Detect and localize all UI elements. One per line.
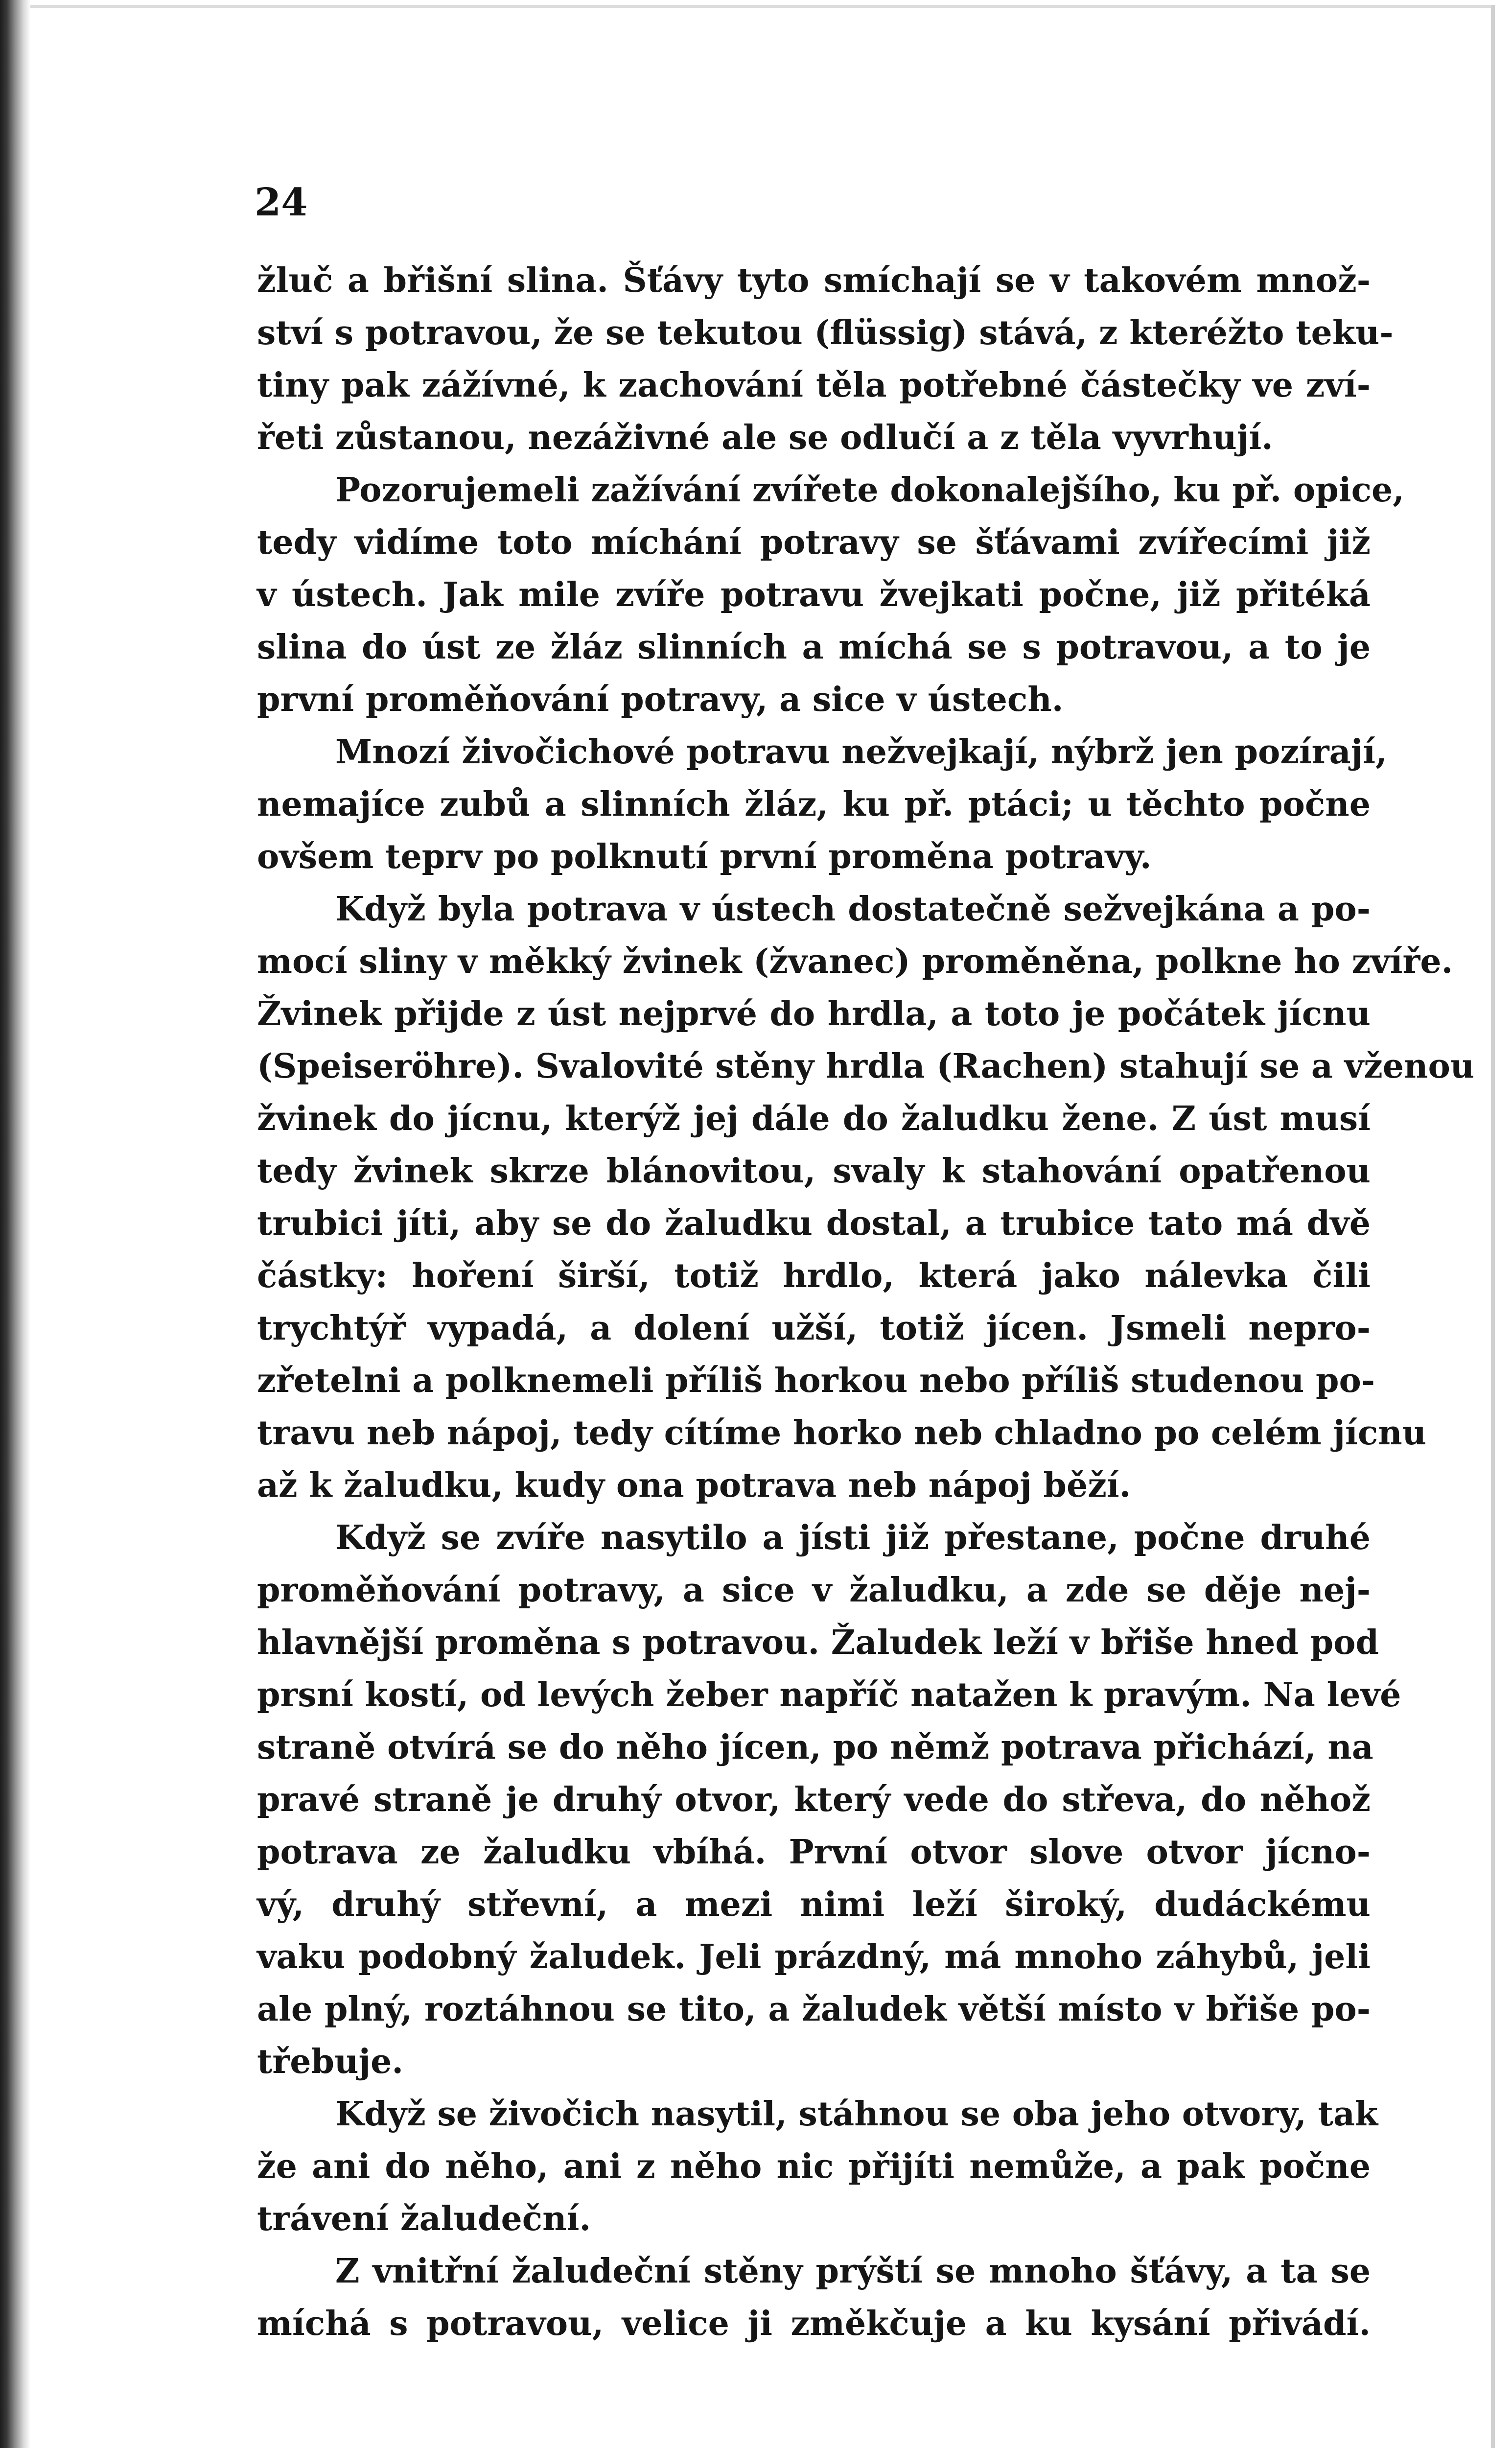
text-line: trubici jíti, aby se do žaludku dostal, a trubice tato má dvě <box>257 1204 1371 1243</box>
text-line: Když se živočich nasytil, stáhnou se oba jeho otvory, tak <box>335 2095 1378 2134</box>
text-line: Pozorujemeli zažívání zvířete dokonalejšího, ku př. opice, <box>335 471 1404 510</box>
text-line: tedy vidíme toto míchání potravy se šťávami zvířecími již <box>257 523 1371 562</box>
text-line: první proměňování potravy, a sice v ústech. <box>257 680 1064 719</box>
text-line: částky: hoření širší, totiž hrdlo, která jako nálevka čili <box>257 1256 1371 1295</box>
page-number: 24 <box>255 180 308 225</box>
text-line: potrava ze žaludku vbíhá. První otvor slove otvor jícno- <box>257 1833 1371 1872</box>
text-line: ale plný, roztáhnou se tito, a žaludek větší místo v břiše po- <box>257 1990 1371 2029</box>
text-line: míchá s potravou, velice ji změkčuje a ku kysání přivádí. <box>257 2304 1371 2343</box>
text-line: travu neb nápoj, tedy cítíme horko neb chladno po celém jícnu <box>257 1413 1427 1453</box>
text-line: Když se zvíře nasytilo a jísti již přestane, počne druhé <box>335 1518 1371 1557</box>
text-line: tiny pak zážívné, k zachování těla potřebné částečky ve zví- <box>257 366 1371 405</box>
text-line: straně otvírá se do něho jícen, po němž potrava přichází, na <box>257 1728 1373 1767</box>
text-line: trychtýř vypadá, a dolení užší, totiž jícen. Jsmeli nepro- <box>257 1309 1371 1348</box>
page-border-right <box>1491 5 1495 2448</box>
text-line: Z vnitřní žaludeční stěny prýští se mnoho šťávy, a ta se <box>335 2252 1371 2291</box>
text-line: trávení žaludeční. <box>257 2199 591 2238</box>
text-line: Když byla potrava v ústech dostatečně sežvejkána a po- <box>335 890 1371 929</box>
text-line: vaku podobný žaludek. Jeli prázdný, má mnoho záhybů, jeli <box>257 1937 1371 1977</box>
text-line: tedy žvinek skrze blánovitou, svaly k stahování opatřenou <box>257 1152 1371 1191</box>
text-line: ství s potravou, že se tekutou (flüssig) stává, z kteréžto teku- <box>257 313 1394 353</box>
text-line: žvinek do jícnu, kterýž jej dále do žaludku žene. Z úst musí <box>257 1099 1371 1138</box>
text-line: Žvinek přijde z úst nejprvé do hrdla, a toto je počátek jícnu <box>257 994 1371 1034</box>
text-line: v ústech. Jak mile zvíře potravu žvejkati počne, již přitéká <box>257 575 1371 614</box>
text-line: že ani do něho, ani z něho nic přijíti nemůže, a pak počne <box>257 2147 1371 2186</box>
text-line: Mnozí živočichové potravu nežvejkají, nýbrž jen pozírají, <box>335 732 1387 772</box>
page-binding-edge <box>0 0 30 2448</box>
text-line: žluč a břišní slina. Šťávy tyto smíchají se v takovém množ- <box>257 261 1371 300</box>
text-line: prsní kostí, od levých žeber napříč natažen k pravým. Na levé <box>257 1675 1401 1715</box>
text-line: proměňování potravy, a sice v žaludku, a zde se děje nej- <box>257 1571 1371 1610</box>
text-line: mocí sliny v měkký žvinek (žvanec) proměněna, polkne ho zvíře. <box>257 942 1453 981</box>
text-line: řeti zůstanou, nezáživné ale se odlučí a z těla vyvrhují. <box>257 418 1273 457</box>
body-text <box>257 255 1475 2350</box>
text-line: pravé straně je druhý otvor, který vede do střeva, do něhož <box>257 1780 1371 1819</box>
text-line: třebuje. <box>257 2042 404 2081</box>
text-line: slina do úst ze žláz slinních a míchá se s potravou, a to je <box>257 628 1371 667</box>
text-line: (Speiseröhre). Svalovité stěny hrdla (Rachen) stahují se a vženou <box>257 1047 1475 1086</box>
text-line: nemajíce zubů a slinních žláz, ku př. ptáci; u těchto počne <box>257 785 1371 824</box>
text-line: až k žaludku, kudy ona potrava neb nápoj běží. <box>257 1466 1131 1505</box>
text-line: hlavnější proměna s potravou. Žaludek leží v břiše hned pod <box>257 1623 1379 1662</box>
text-line: ovšem teprv po polknutí první proměna potravy. <box>257 837 1152 876</box>
page-border-top <box>30 5 1494 8</box>
text-line: zřetelni a polknemeli příliš horkou nebo příliš studenou po- <box>257 1361 1375 1400</box>
text-line: vý, druhý střevní, a mezi nimi leží široký, dudáckému <box>257 1885 1371 1924</box>
